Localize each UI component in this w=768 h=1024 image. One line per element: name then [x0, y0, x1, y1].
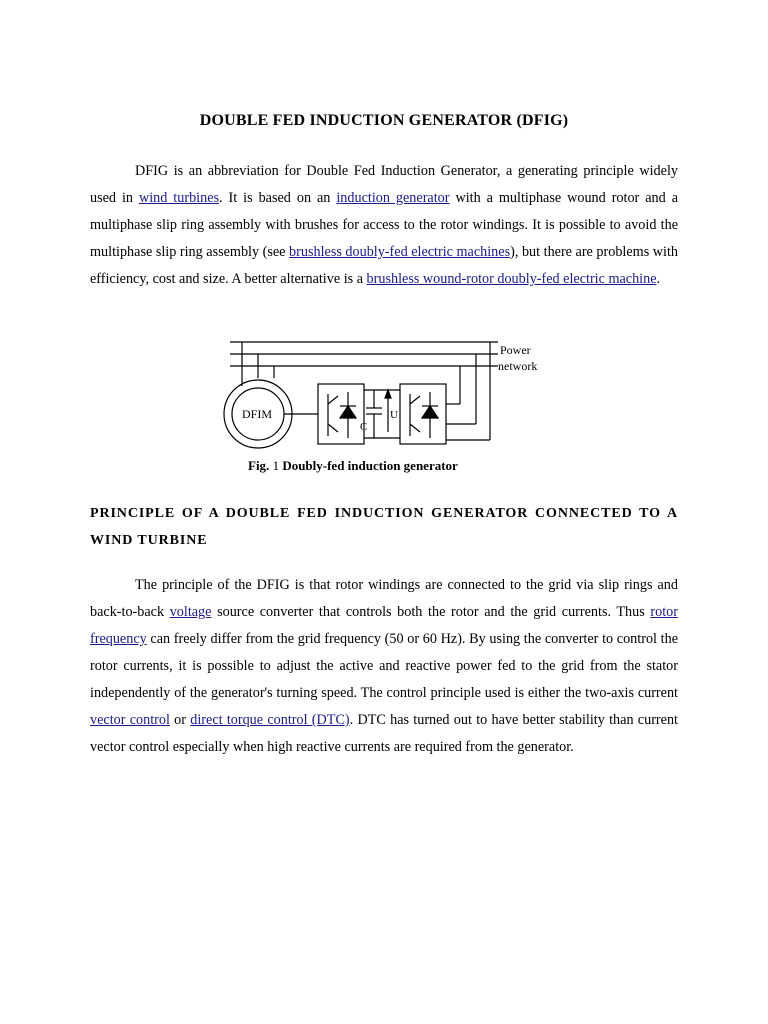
caption-number: 1: [272, 458, 280, 473]
link-frequency[interactable]: frequency: [90, 631, 147, 647]
caption-text: Doubly-fed induction generator: [279, 458, 458, 473]
link-vector-control[interactable]: vector control: [90, 712, 170, 728]
section-heading: PRINCIPLE OF A DOUBLE FED INDUCTION GENERATOR CONNECTED TO A WIND TURBINE: [90, 506, 678, 548]
rc-igbt-collector: [328, 396, 338, 404]
gc-igbt-emitter: [410, 424, 420, 432]
page-title: DOUBLE FED INDUCTION GENERATOR (DFIG): [199, 112, 569, 129]
intro-text-1: DFIG is an abbreviation for Double Fed Induction Generator, a generating principle widely used in: [90, 163, 678, 206]
principle-paragraph: [90, 572, 678, 761]
intro-text-2: . It is based on an: [219, 190, 337, 206]
voltage-arrow-head: [385, 390, 391, 398]
principle-text-2: source converter that controls both the rotor and the grid currents. Thus: [211, 604, 651, 620]
rotor-converter-box: [318, 384, 364, 444]
label-power: Power: [500, 343, 531, 357]
principle-text-1: The principle of the DFIG is that rotor windings are connected to the grid via slip rings and back-to-back: [90, 577, 678, 620]
label-capacitor: C: [360, 421, 368, 433]
intro-paragraph: [90, 158, 678, 293]
link-induction-generator[interactable]: induction generator: [336, 190, 450, 206]
link-wind-turbines[interactable]: wind turbines: [138, 190, 220, 206]
gc-igbt-collector: [410, 396, 420, 404]
rc-igbt-emitter: [328, 424, 338, 432]
label-dfim: DFIM: [242, 407, 273, 421]
intro-text-4: ), but there are problems with efficiency, cost and size. A better alternative is a: [90, 244, 678, 287]
link-brushless-wound-rotor-machine[interactable]: brushless wound-rotor doubly-fed electric machine: [366, 271, 657, 287]
link-brushless-doubly-fed-machines[interactable]: brushless doubly-fed electric machines: [289, 244, 511, 260]
caption-prefix: Fig.: [248, 458, 273, 473]
label-network: network: [498, 359, 538, 373]
label-voltage: U: [390, 409, 398, 421]
gc-diode: [422, 406, 438, 418]
link-direct-torque-control[interactable]: direct torque control (DTC): [190, 712, 350, 728]
grid-converter-box: [400, 384, 446, 444]
figure-caption: [248, 458, 458, 474]
link-voltage[interactable]: voltage: [169, 604, 212, 620]
rc-diode: [340, 406, 356, 418]
intro-text-5: .: [656, 271, 661, 287]
principle-text-4: can freely differ from the grid frequency (50 or 60 Hz). By using the converter to control the rotor currents, it is possible to adjust the active and reactive power fed to the grid from the stator independently of the generator's turning speed. The control principle used is either the two-axis current: [90, 631, 678, 701]
link-rotor[interactable]: rotor: [650, 604, 678, 620]
intro-text-3: with a multiphase wound rotor and a multiphase slip ring assembly with brushes for access to the rotor windings. It is possible to avoid the multiphase slip ring assembly (see: [90, 190, 678, 260]
principle-text-5: or: [169, 712, 191, 728]
principle-text-6: . DTC has turned out to have better stability than current vector control especially when high reactive currents are required from the generator.: [90, 712, 678, 755]
